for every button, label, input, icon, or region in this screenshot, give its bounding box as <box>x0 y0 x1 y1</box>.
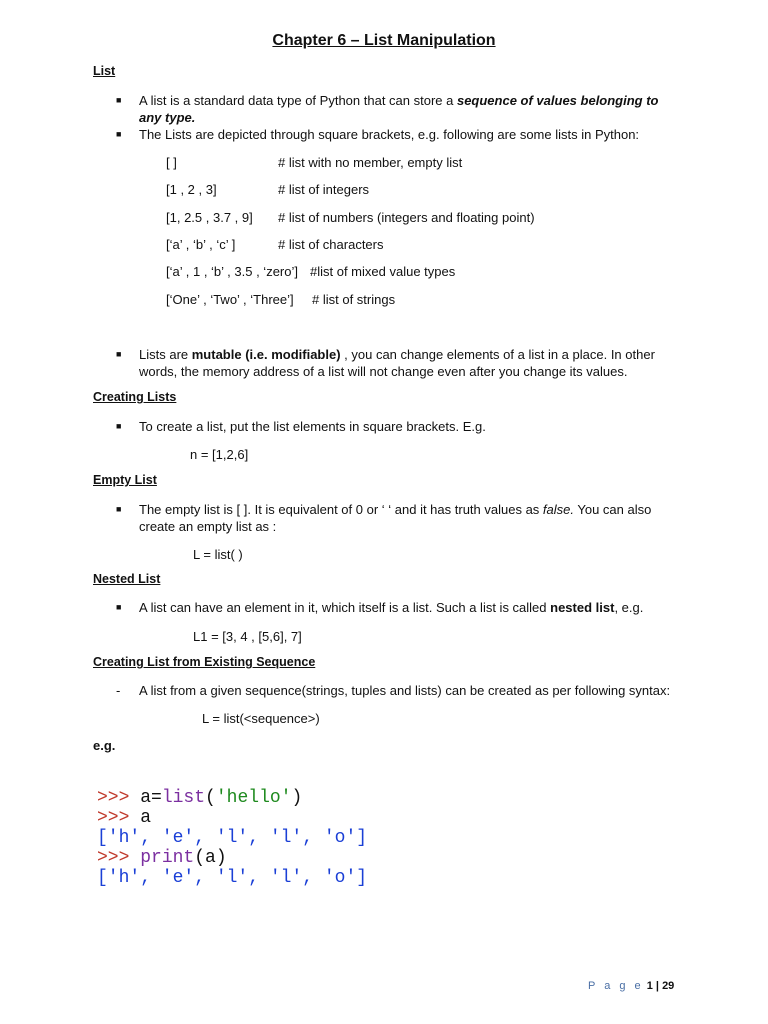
bullet-bold: mutable (i.e. modifiable) <box>191 347 341 362</box>
bullet-text: A list can have an element in it, which itself is a list. Such a list is called <box>139 600 551 615</box>
console-prompt: >>> <box>97 848 141 868</box>
page-total: 29 <box>662 980 675 992</box>
example-code: [‘a’ , ‘b’ , ‘c’ ] <box>166 237 236 252</box>
page-number: 1 <box>646 980 653 992</box>
console-output: ['h', 'e', 'l', 'l', 'o'] <box>97 828 368 848</box>
page-separator: | <box>652 980 663 992</box>
example-code: [‘One’ , ‘Two’ , ‘Three’] <box>166 292 294 307</box>
console-text: (a) <box>194 848 227 868</box>
console-prompt: >>> <box>97 788 141 808</box>
creating-code: n = [1,2,6] <box>190 447 249 462</box>
dash-marker: - <box>116 683 121 698</box>
bullet-italic: false. <box>542 502 574 517</box>
example-comment: # list of numbers (integers and floating point) <box>278 210 535 225</box>
bullet-marker: ■ <box>116 129 122 139</box>
existing-bullet: A list from a given sequence(strings, tuples and lists) can be created as per following syntax: <box>139 683 671 698</box>
section-heading-creating: Creating Lists <box>93 390 177 404</box>
example-code: [1, 2.5 , 3.7 , 9] <box>166 210 253 225</box>
console-builtin: print <box>140 848 195 868</box>
console-line <box>97 788 367 808</box>
section-heading-nested: Nested List <box>93 572 161 586</box>
list-bullet-3 <box>139 346 679 380</box>
eg-label: e.g. <box>93 738 116 753</box>
list-bullet-1 <box>139 92 679 126</box>
bullet-text: The empty list is [ ]. It is equivalent of 0 or ‘ ‘ and it has truth values as <box>139 502 543 517</box>
example-comment: # list of characters <box>278 237 384 252</box>
console-builtin: list <box>161 788 206 808</box>
example-comment: # list with no member, empty list <box>278 155 463 170</box>
example-comment: # list of strings <box>312 292 396 307</box>
page-title: Chapter 6 – List Manipulation <box>272 32 496 49</box>
python-console-snippet <box>97 788 367 888</box>
console-prompt: >>> <box>97 808 141 828</box>
console-text: a= <box>140 788 162 808</box>
console-line <box>97 848 367 868</box>
bullet-text: , you can change elements of a list in a place. In other words, the memory address of a list will not change even after you change its values. <box>139 347 655 379</box>
bullet-text: A list is a standard data type of Python that can store a <box>139 93 457 108</box>
bullet-text: You can also create an empty list as : <box>139 502 652 534</box>
nested-code: L1 = [3, 4 , [5,6], 7] <box>193 629 302 644</box>
console-string: 'hello' <box>215 788 292 808</box>
bullet-bold: nested list <box>550 600 615 615</box>
bullet-marker: ■ <box>116 95 122 105</box>
console-text: ) <box>291 788 303 808</box>
bullet-marker: ■ <box>116 421 122 431</box>
bullet-emphasis: sequence of values belonging to any type. <box>139 93 659 125</box>
empty-bullet <box>139 501 679 535</box>
section-heading-empty: Empty List <box>93 473 157 487</box>
bullet-marker: ■ <box>116 602 122 612</box>
nested-bullet <box>139 599 679 616</box>
example-comment: #list of mixed value types <box>310 264 456 279</box>
console-text: ( <box>205 788 216 808</box>
empty-code: L = list( ) <box>193 547 243 562</box>
creating-bullet: To create a list, put the list elements in square brackets. E.g. <box>139 419 486 434</box>
example-code: [ ] <box>166 155 177 170</box>
section-heading-list: List <box>93 64 116 78</box>
existing-code: L = list(<sequence>) <box>202 711 320 726</box>
example-code: [‘a’ , 1 , ‘b’ , 3.5 , ‘zero’] <box>166 264 298 279</box>
example-comment: # list of integers <box>278 182 370 197</box>
page-label: P a g e <box>588 980 644 992</box>
bullet-marker: ■ <box>116 504 122 514</box>
section-heading-existing: Creating List from Existing Sequence <box>93 655 316 669</box>
console-line <box>97 808 367 828</box>
page-footer <box>588 980 674 992</box>
console-text: a <box>140 808 152 828</box>
console-output: ['h', 'e', 'l', 'l', 'o'] <box>97 868 368 888</box>
bullet-marker: ■ <box>116 349 122 359</box>
bullet-text: Lists are <box>139 347 192 362</box>
bullet-text: , e.g. <box>614 600 644 615</box>
example-code: [1 , 2 , 3] <box>166 182 217 197</box>
list-bullet-2: The Lists are depicted through square brackets, e.g. following are some lists in Python: <box>139 127 640 142</box>
